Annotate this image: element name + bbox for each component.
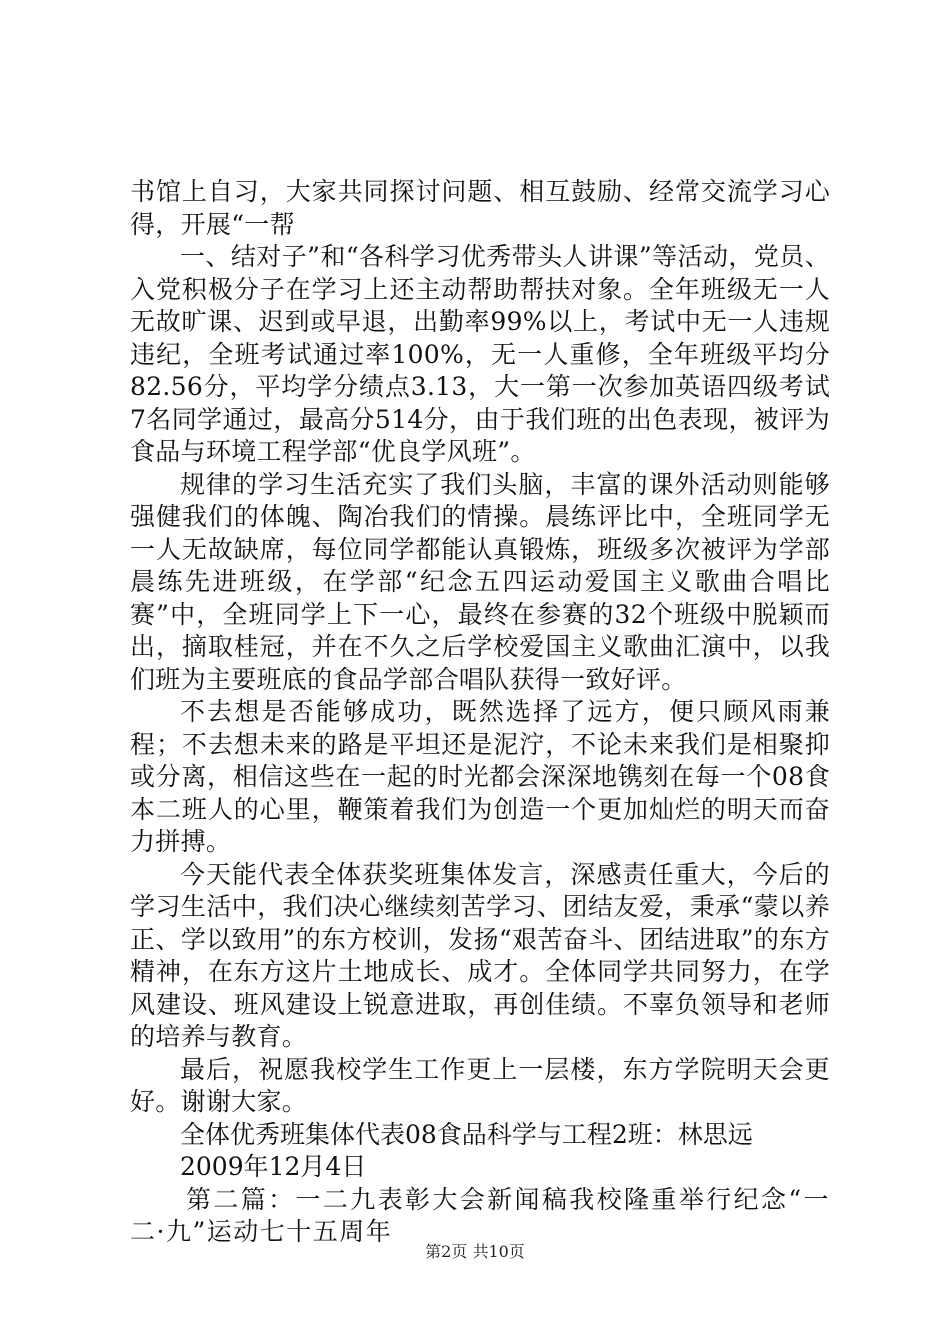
paragraph-responsibility: 今天能代表全体获奖班集体发言，深感责任重大，今后的学习生活中，我们决心继续刻苦学习、团结友爱，秉承“蒙以养正、学以致用”的东方校训，发扬“艰苦奋斗、团结进取”的东方精神，在东方这片土地成长、成才。全体同学共同努力，在学风建设、班风建设上锐意进取，再创佳绩。不辜负领导和老师的培养与教育。 xyxy=(130,859,830,1051)
paragraph-extracurricular: 规律的学习生活充实了我们头脑，丰富的课外活动则能够强健我们的体魄、陶冶我们的情操。晨练评比中，全班同学无一人无故缺席，每位同学都能认真锻炼，班级多次被评为学部晨练先进班级，在学部“纪念五四运动爱国主义歌曲合唱比赛”中，全班同学上下一心，最终在参赛的32个班级中脱颖而出，摘取桂冠，并在不久之后学校爱国主义歌曲汇演中，以我们班为主要班底的食品学部合唱队获得一致好评。 xyxy=(130,469,830,694)
paragraph-continued: 书馆上自习，大家共同探讨问题、相互鼓励、经常交流学习心得，开展“一帮 xyxy=(130,177,830,239)
signature-line: 全体优秀班集体代表08食品科学与工程2班：林思远 xyxy=(180,1119,753,1149)
paragraph-closing: 最后，祝愿我校学生工作更上一层楼，东方学院明天会更好。谢谢大家。 xyxy=(130,1054,830,1116)
paragraph-future: 不去想是否能够成功，既然选择了远方，便只顾风雨兼程；不去想未来的路是平坦还是泥泞，不论未来我们是相聚抑或分离，相信这些在一起的时光都会深深地镌刻在每一个08食本二班人的心里，鞭策着我们为创造一个更加灿烂的明天而奋力拼搏。 xyxy=(130,697,830,856)
page-footer: 第2页 共10页 xyxy=(425,1242,525,1261)
date-line: 2009年12月4日 xyxy=(180,1152,367,1181)
document-body xyxy=(130,176,830,1249)
next-section-title: 第二篇：一二九表彰大会新闻稿我校隆重举行纪念“一二·九”运动七十五周年 xyxy=(130,1184,830,1246)
paragraph-study-activities: 一、结对子”和“各科学习优秀带头人讲课”等活动，党员、入党积极分子在学习上还主动帮助帮扶对象。全年班级无一人无故旷课、迟到或早退，出勤率99%以上，考试中无一人违规违纪，全班考试通过率100%，无一人重修，全年班级平均分82.56分，平均学分绩点3.13，大一第一次参加英语四级考试7名同学通过，最高分514分，由于我们班的出色表现，被评为食品与环境工程学部“优良学风班”。 xyxy=(130,242,830,466)
